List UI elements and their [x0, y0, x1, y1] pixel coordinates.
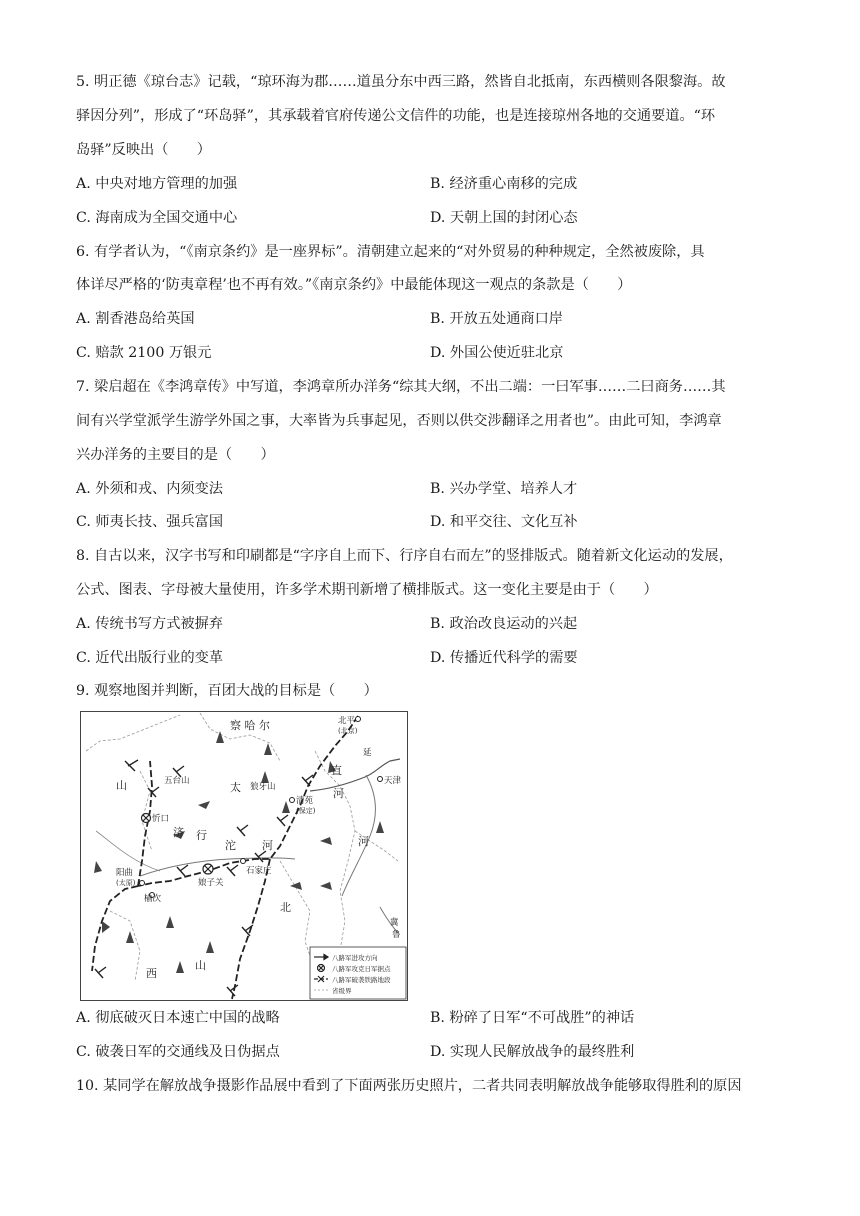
q6-option-d: D. 外国公使近驻北京 [430, 345, 564, 361]
map-label-chahar: 察 哈 尔 [230, 719, 270, 732]
q6-option-b: B. 开放五处通商口岸 [430, 311, 563, 327]
q8-option-d: D. 传播近代科学的需要 [430, 650, 578, 666]
q6-option-a: A. 割香港岛给英国 [76, 311, 195, 327]
q7-option-a: A. 外须和戎、内须变法 [76, 481, 223, 497]
hundred-regiments-map [80, 711, 408, 1001]
q10-line-1: 10. 某同学在解放战争摄影作品展中看到了下面两张历史照片，二者共同表明解放战争能够取得胜利的原因 [76, 1078, 742, 1094]
map-label-shijiazhuang: 石家庄 [246, 866, 272, 876]
legend-provincial-border: 省级界 [332, 987, 352, 995]
q5-option-c: C. 海南成为全国交通中心 [76, 210, 238, 226]
map-label-bei: 北 [280, 901, 291, 914]
q5-option-a: A. 中央对地方管理的加强 [76, 176, 238, 192]
map-label-beijing: (北京) [338, 727, 358, 735]
map-label-zhi: 直 [331, 764, 342, 777]
q7-option-d: D. 和平交往、文化互补 [430, 514, 578, 530]
legend-attack-direction: 八路军进攻方向 [332, 954, 378, 962]
q8-line-2: 公式、图表、字母被大量使用，许多学术期刊新增了横排版式。这一变化主要是由于（ ） [76, 582, 658, 598]
map-label-he1: 河 [333, 787, 344, 800]
legend-captured-stronghold: 八路军攻克日军据点 [332, 965, 391, 973]
q9-option-c: C. 破袭日军的交通线及日伪据点 [76, 1044, 280, 1060]
map-label-beiping: 北平 [338, 716, 356, 726]
map-label-yan: 延 [363, 748, 372, 758]
legend-sabotaged-railway: 八路军破袭铁路地段 [332, 976, 391, 984]
map-legend [310, 947, 406, 999]
map-label-xing: 行 [196, 829, 207, 842]
map-label-ji: 济 [173, 826, 184, 839]
map-label-tuo: 沱 [225, 839, 236, 852]
q5-option-d: D. 天朝上国的封闭心态 [430, 210, 578, 226]
map-label-tianjin: 天津 [384, 776, 402, 786]
q7-line-1: 7. 梁启超在《李鸿章传》中写道，李鸿章所办洋务“综其大纲，不出二端：一曰军事……二曰商务……其 [76, 379, 726, 395]
q9-option-b: B. 粉碎了日军“不可战胜”的神话 [430, 1010, 635, 1026]
q8-option-b: B. 政治改良运动的兴起 [430, 616, 578, 632]
q7-line-2: 间有兴学堂派学生游学外国之事，大率皆为兵事起见，否则以供交涉翻译之用者也”。由此可知，李鸿章 [76, 413, 722, 429]
map-label-langyashan: 狼牙山 [250, 782, 276, 792]
q5-line-2: 驿因分列”，形成了“环岛驿”，其承载着官府传递公文信件的功能，也是连接琼州各地的交通要道。“环 [76, 108, 716, 124]
map-label-baoding: (保定) [296, 807, 316, 815]
q7-line-3: 兴办洋务的主要目的是（ ） [76, 447, 275, 463]
map-label-tai: 太 [230, 781, 241, 794]
q9-option-d: D. 实现人民解放战争的最终胜利 [430, 1044, 635, 1060]
q7-option-b: B. 兴办学堂、培养人才 [430, 481, 578, 497]
map-label-yangqu: 阳曲 [116, 868, 134, 878]
q8-option-c: C. 近代出版行业的变革 [76, 650, 224, 666]
q5-line-3: 岛驿”反映出（ ） [76, 142, 211, 158]
q8-line-1: 8. 自古以来，汉字书写和印刷都是“字序自上而下、行序自右而左”的竖排版式。随着新文化运动的发展， [76, 548, 733, 564]
q9-line-1: 9. 观察地图并判断，百团大战的目标是（ ） [76, 683, 378, 699]
map-label-he2: 河 [262, 839, 273, 852]
map-label-qingyuan: 清苑 [296, 796, 314, 806]
map-label-wutaishan: 五台山 [164, 776, 190, 786]
map-label-ji2: 冀 [390, 918, 399, 928]
q6-option-c: C. 赔款 2100 万银元 [76, 345, 212, 361]
q5-line-1: 5. 明正德《琼台志》记载，“琼环海为郡……道虽分东中西三路，然皆自北抵南，东西横则各限黎海。故 [76, 74, 726, 90]
map-label-he3: 河 [358, 835, 369, 848]
map-label-xi: 西 [146, 967, 157, 980]
map-label-taiyuan: (太原) [116, 879, 136, 887]
q7-option-c: C. 师夷长技、强兵富国 [76, 514, 224, 530]
q5-option-b: B. 经济重心南移的完成 [430, 176, 578, 192]
map-label-yuci: 榆次 [144, 894, 162, 904]
map-label-shan: 山 [116, 779, 127, 792]
q8-option-a: A. 传统书写方式被摒弃 [76, 616, 223, 632]
q9-option-a: A. 彻底破灭日本速亡中国的战略 [76, 1010, 280, 1026]
q6-line-2: 体详尽严格的‘防夷章程’也不再有效。”《南京条约》中最能体现这一观点的条款是（ ） [76, 277, 632, 293]
map-label-niangziguan: 娘子关 [198, 878, 224, 888]
map-label-xinkou: 忻口 [152, 814, 170, 824]
map-label-lu: 鲁 [392, 930, 401, 940]
map-label-shan2: 山 [195, 959, 206, 972]
q6-line-1: 6. 有学者认为，“《南京条约》是一座界标”。清朝建立起来的“对外贸易的种种规定，全然被废除，具 [76, 244, 705, 260]
